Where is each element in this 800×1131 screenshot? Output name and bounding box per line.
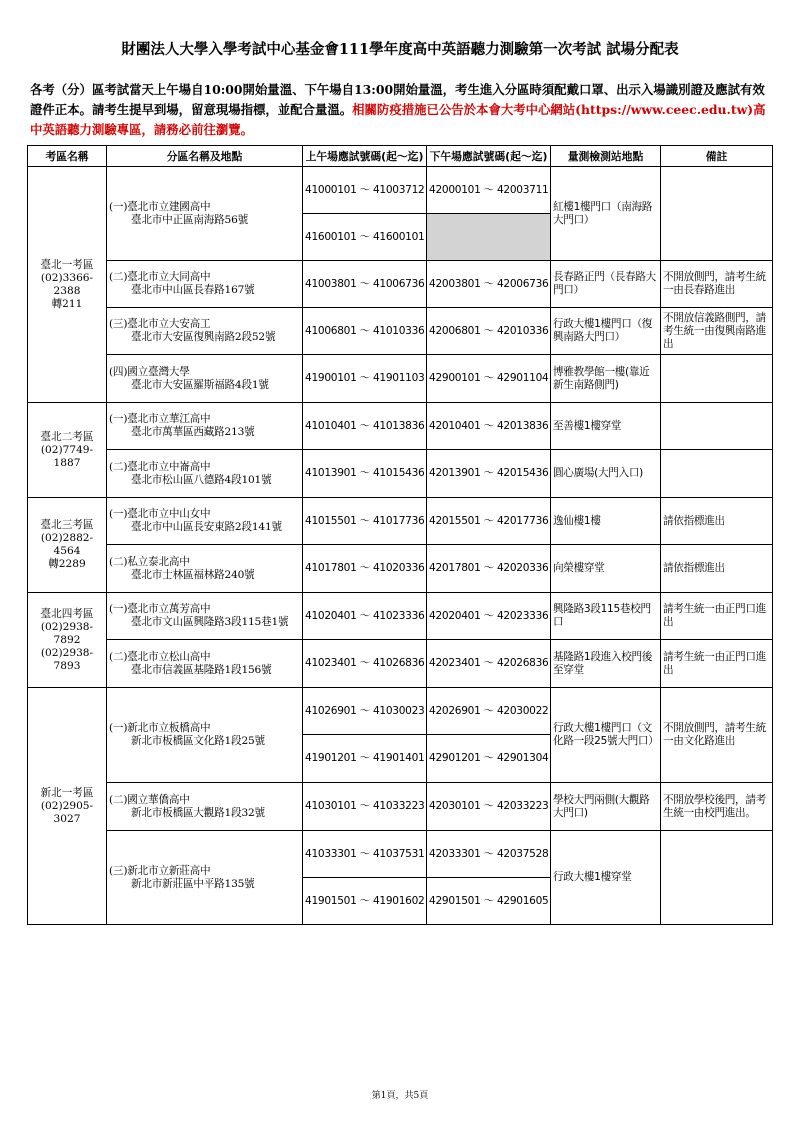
site-address: 臺北市信義區基隆路1段156號 xyxy=(131,663,272,676)
pm-range: 42023401 ～ 42026836 xyxy=(427,640,551,688)
table-row xyxy=(28,545,773,593)
site-cell xyxy=(107,593,303,640)
site-name: (二)私立泰北高中 xyxy=(109,555,190,568)
am-range: 41010401 ～ 41013836 xyxy=(303,403,427,450)
site-address: 臺北市大安區復興南路2段52號 xyxy=(131,331,276,343)
note-cell: 不開放側門，請考生統一由長春路進出 xyxy=(661,261,773,308)
region-ext: 轉2289 xyxy=(48,558,86,570)
temp-station: 行政大樓1樓穿堂 xyxy=(551,831,661,925)
am-range: 41015501 ～ 41017736 xyxy=(303,498,427,545)
site-name: (一)新北市立板橋高中 xyxy=(109,722,211,734)
temp-station: 長春路正門（長春路大門口） xyxy=(551,261,661,308)
note-cell: 不開放側門，請考生統一由文化路進出 xyxy=(661,688,773,783)
am-range: 41026901 ～ 41030023 xyxy=(303,688,427,735)
site-name: (三)新北市立新莊高中 xyxy=(109,864,211,877)
pm-range: 42030101 ～ 42033223 xyxy=(427,783,551,831)
am-range: 41901201 ～ 41901401 xyxy=(303,735,427,783)
temp-station: 基隆路1段進入校門後至穿堂 xyxy=(551,640,661,688)
page-title: 財團法人大學入學考試中心基金會111學年度高中英語聽力測驗第一次考試 試場分配表 xyxy=(121,41,679,58)
am-range: 41600101 ～ 41600101 xyxy=(303,214,427,261)
region-cell xyxy=(28,688,107,925)
region-phone: (02)2882-4564 xyxy=(40,532,94,557)
region-cell xyxy=(28,593,107,688)
region-cell xyxy=(28,403,107,498)
note-cell: 不開放學校後門，請考生統一由校門進出。 xyxy=(661,783,773,831)
region-phone: (02)2905-3027 xyxy=(40,799,94,825)
table-row xyxy=(28,783,773,831)
col-header-am: 上午場應試號碼(起～迄) xyxy=(303,146,427,167)
region-name: 臺北一考區 xyxy=(40,258,94,271)
pm-range: 42000101 ～ 42003711 xyxy=(427,167,551,214)
site-address: 新北市新莊區中平路135號 xyxy=(131,877,255,890)
notice xyxy=(30,80,772,140)
region-phone: (02)2938-7892 xyxy=(40,620,94,646)
temp-station: 圓心廣場(大門入口) xyxy=(551,450,661,498)
site-cell xyxy=(107,308,303,355)
note-cell: 請考生統一由正門口進出 xyxy=(661,640,773,688)
site-address: 臺北市士林區福林路240號 xyxy=(131,568,255,581)
am-range: 41033301 ～ 41037531 xyxy=(303,831,427,878)
site-name: (二)臺北市立中崙高中 xyxy=(109,460,211,473)
note-cell: 不開放信義路側門，請考生統一由復興南路進出 xyxy=(661,308,773,355)
table-row xyxy=(28,167,773,214)
col-header-temp: 量測檢測站地點 xyxy=(551,146,661,167)
site-cell xyxy=(107,403,303,450)
note-cell xyxy=(661,403,773,450)
region-name: 臺北四考區 xyxy=(40,607,94,620)
site-cell xyxy=(107,450,303,498)
pm-range: 42033301 ～ 42037528 xyxy=(427,831,551,878)
pm-range: 42020401 ～ 42023336 xyxy=(427,593,551,640)
table-row xyxy=(28,450,773,498)
am-range: 41003801 ～ 41006736 xyxy=(303,261,427,308)
note-cell: 請依指標進出 xyxy=(661,545,773,593)
site-name: (二)臺北市立大同高中 xyxy=(109,271,211,283)
am-range: 41006801 ～ 41010336 xyxy=(303,308,427,355)
region-ext: (02)2938-7893 xyxy=(40,646,94,672)
site-name: (一)臺北市立萬芳高中 xyxy=(109,603,211,615)
pm-range: 42003801 ～ 42006736 xyxy=(427,261,551,308)
pm-range: 42017801 ～ 42020336 xyxy=(427,545,551,593)
am-range: 41020401 ～ 41023336 xyxy=(303,593,427,640)
page-footer: 第1頁，共5頁 xyxy=(371,1091,429,1101)
allocation-table xyxy=(27,145,773,925)
site-address: 臺北市大安區羅斯福路4段1號 xyxy=(131,378,269,391)
site-cell xyxy=(107,261,303,308)
am-range: 41901501 ～ 41901602 xyxy=(303,878,427,925)
temp-station: 行政大樓1樓門口（復興南路大門口） xyxy=(551,308,661,355)
region-cell xyxy=(28,498,107,593)
am-range: 41013901 ～ 41015436 xyxy=(303,450,427,498)
am-range: 41023401 ～ 41026836 xyxy=(303,640,427,688)
site-cell xyxy=(107,167,303,261)
am-range: 41000101 ～ 41003712 xyxy=(303,167,427,214)
pm-range: 42006801 ～ 42010336 xyxy=(427,308,551,355)
site-cell xyxy=(107,640,303,688)
site-name: (二)臺北市立松山高中 xyxy=(109,650,211,663)
temp-station: 逸仙樓1樓 xyxy=(551,498,661,545)
pm-range: 42010401 ～ 42013836 xyxy=(427,403,551,450)
pm-range: 42900101 ～ 42901104 xyxy=(427,355,551,403)
table-row xyxy=(28,403,773,450)
table-row xyxy=(28,831,773,878)
table-row xyxy=(28,593,773,640)
site-address: 臺北市萬華區西藏路213號 xyxy=(131,426,255,438)
site-name: (一)臺北市立華江高中 xyxy=(109,413,211,425)
note-cell: 請依指標進出 xyxy=(661,498,773,545)
am-range: 41017801 ～ 41020336 xyxy=(303,545,427,593)
site-address: 新北市板橋區大觀路1段32號 xyxy=(131,806,265,819)
am-range: 41030101 ～ 41033223 xyxy=(303,783,427,831)
site-cell xyxy=(107,831,303,925)
region-phone: (02)3366-2388 xyxy=(40,271,94,297)
site-address: 臺北市文山區興隆路3段115巷1號 xyxy=(131,616,289,628)
site-cell xyxy=(107,688,303,783)
site-address: 臺北市中山區長春路167號 xyxy=(131,284,255,296)
site-address: 新北市板橋區文化路1段25號 xyxy=(131,735,265,747)
temp-station: 紅樓1樓門口（南海路大門口） xyxy=(551,167,661,261)
table-row xyxy=(28,640,773,688)
note-cell xyxy=(661,450,773,498)
site-name: (一)臺北市立建國高中 xyxy=(109,200,211,213)
note-cell xyxy=(661,831,773,925)
note-cell: 請考生統一由正門口進出 xyxy=(661,593,773,640)
pm-range: 42901201 ～ 42901304 xyxy=(427,735,551,783)
col-header-note: 備註 xyxy=(661,146,773,167)
pm-range: 42901501 ～ 42901605 xyxy=(427,878,551,925)
pm-range-empty xyxy=(427,214,551,261)
notice-highlight: 相關防疫措施已公告於本會大考中心網站(https://www.ceec.edu.tw)高中英語聽力測驗專區，請務必前往瀏覽。 xyxy=(30,102,766,137)
temp-station: 向榮樓穿堂 xyxy=(551,545,661,593)
table-row xyxy=(28,308,773,355)
region-phone: (02)7749-1887 xyxy=(40,443,94,469)
region-name: 臺北二考區 xyxy=(40,430,94,443)
site-name: (三)臺北市立大安高工 xyxy=(109,318,211,330)
notice-text: 各考（分）區考試當天上午場自10:00開始量溫、下午場自13:00開始量溫，考生進入分區時須配戴口罩、出示入場識別證及應試有效證件正本。請考生提早到場，留意現場指標，並配合量溫。 xyxy=(30,82,765,117)
table-header-row xyxy=(28,146,773,167)
region-name: 新北一考區 xyxy=(40,786,94,799)
site-name: (二)國立華僑高中 xyxy=(109,793,190,806)
site-cell xyxy=(107,498,303,545)
am-range: 41900101 ～ 41901103 xyxy=(303,355,427,403)
site-cell xyxy=(107,545,303,593)
table-row xyxy=(28,355,773,403)
note-cell xyxy=(661,355,773,403)
table-row xyxy=(28,498,773,545)
site-name: (一)臺北市立中山女中 xyxy=(109,508,211,520)
pm-range: 42026901 ～ 42030022 xyxy=(427,688,551,735)
table-row xyxy=(28,261,773,308)
col-header-pm: 下午場應試號碼(起～迄) xyxy=(427,146,551,167)
site-cell xyxy=(107,355,303,403)
region-cell xyxy=(28,167,107,403)
site-address: 臺北市松山區八德路4段101號 xyxy=(131,473,272,486)
site-cell xyxy=(107,783,303,831)
region-ext: 轉211 xyxy=(51,297,83,310)
pm-range: 42013901 ～ 42015436 xyxy=(427,450,551,498)
site-address: 臺北市中正區南海路56號 xyxy=(131,213,249,226)
temp-station: 興隆路3段115巷校門口 xyxy=(551,593,661,640)
temp-station: 行政大樓1樓門口（文化路一段25號大門口） xyxy=(551,688,661,783)
pm-range: 42015501 ～ 42017736 xyxy=(427,498,551,545)
region-name: 臺北三考區 xyxy=(40,519,94,531)
note-cell xyxy=(661,167,773,261)
temp-station: 至善樓1樓穿堂 xyxy=(551,403,661,450)
site-address: 臺北市中山區長安東路2段141號 xyxy=(131,521,282,533)
table-row xyxy=(28,688,773,735)
site-name: (四)國立臺灣大學 xyxy=(109,365,190,378)
col-header-site: 分區名稱及地點 xyxy=(107,146,303,167)
col-header-region: 考區名稱 xyxy=(28,146,107,167)
temp-station: 學校大門兩側(大觀路大門口) xyxy=(551,783,661,831)
temp-station: 博雅教學館一樓(靠近新生南路側門) xyxy=(551,355,661,403)
